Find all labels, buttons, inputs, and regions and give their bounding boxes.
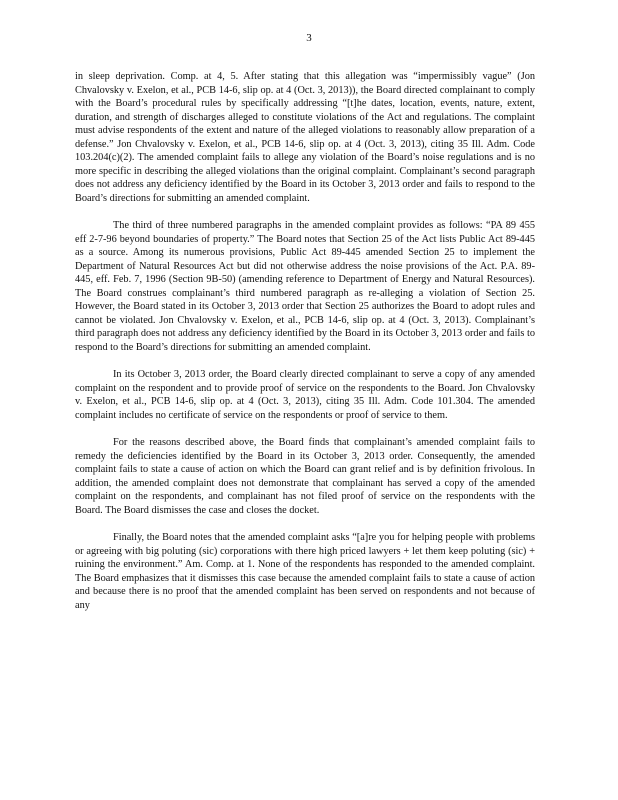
paragraph-3: In its October 3, 2013 order, the Board clearly directed complainant to serve a copy of any amended complaint on the respondent and to provide proof of service on the respondents to the Board. Jon Chvalovsky v. Exelon, et al., PCB 14-6, slip op. at 4 (Oct. 3, 2013), citing 35 Ill. Adm. Code 101.304. The amended complaint includes no certificate of service on the respondents or proof of service to them. xyxy=(75,369,535,421)
paragraph-4: For the reasons described above, the Board finds that complainant’s amended complaint fails to remedy the deficiencies identified by the Board in its October 3, 2013 order. Consequently, the amended complaint fails to state a cause of action on which the Board can grant relief and is by definition frivolous. In addition, the amended complaint does not demonstrate that complainant has served a copy of the amended complaint on the respondents, and complainant has not filed proof of service on the respondents with the Board. The Board dismisses the case and closes the docket. xyxy=(75,437,535,516)
paragraph-1: in sleep deprivation. Comp. at 4, 5. After stating that this allegation was “impermissibly vague” (Jon Chvalovsky v. Exelon, et al., PCB 14-6, slip op. at 4 (Oct. 3, 2013)), the Board directed complainant to comply with the Board’s procedural rules by specifically addressing “[t]he dates, location, events, nature, extent, duration, and strength of discharges alleged to constitute violations of the Act and regulations. The complaint must advise respondents of the extent and nature of the alleged violations to reasonably allow preparation of a defense.” Jon Chvalovsky v. Exelon, et al., PCB 14-6, slip op. at 4 (Oct. 3, 2013), citing 35 Ill. Adm. Code 103.204(c)(2). The amended complaint fails to allege any violation of the Board’s noise regulations and is no more specific in describing the alleged violations than the original complaint. Complainant’s second paragraph does not address any deficiency identified by the Board in its October 3, 2013 order and fails to respond to the Board’s directions for submitting an amended complaint. xyxy=(75,71,535,204)
document-body xyxy=(75,70,535,612)
paragraph-5: Finally, the Board notes that the amended complaint asks “[a]re you for helping people with problems or agreeing with big poluting (sic) corporations with there high priced lawyers + let them keep poluting (sic) + ruining the environment.” Am. Comp. at 1. None of the respondents has responded to the amended complaint. The Board emphasizes that it dismisses this case because the amended complaint fails to state a cause of action and because there is no proof that the amended complaint has been served on respondents and not because of any xyxy=(75,532,535,611)
paragraph-2: The third of three numbered paragraphs in the amended complaint provides as follows: “PA 89 455 eff 2-7-96 beyond boundaries of property.” The Board notes that Section 25 of the Act lists Public Act 89-445 as a source. Among its numerous provisions, Public Act 89-445 amended Section 25 to implement the Department of Natural Resources Act but did not otherwise address the noise provisions of the Act. P.A. 89-445, eff. Feb. 7, 1996 (Section 9B-50) (amending reference to Department of Energy and Natural Resources). The Board construes complainant’s third numbered paragraph as re-alleging a violation of Section 25. However, the Board stated in its October 3, 2013 order that Section 25 authorizes the Board to adopt rules and cannot be violated. Jon Chvalovsky v. Exelon, et al., PCB 14-6, slip op. at 4 (Oct. 3, 2013). Complainant’s third paragraph does not address any deficiency identified by the Board in its October 3, 2013 order and fails to respond to the Board’s directions for submitting an amended complaint. xyxy=(75,220,535,353)
page-number: 3 xyxy=(306,32,312,44)
